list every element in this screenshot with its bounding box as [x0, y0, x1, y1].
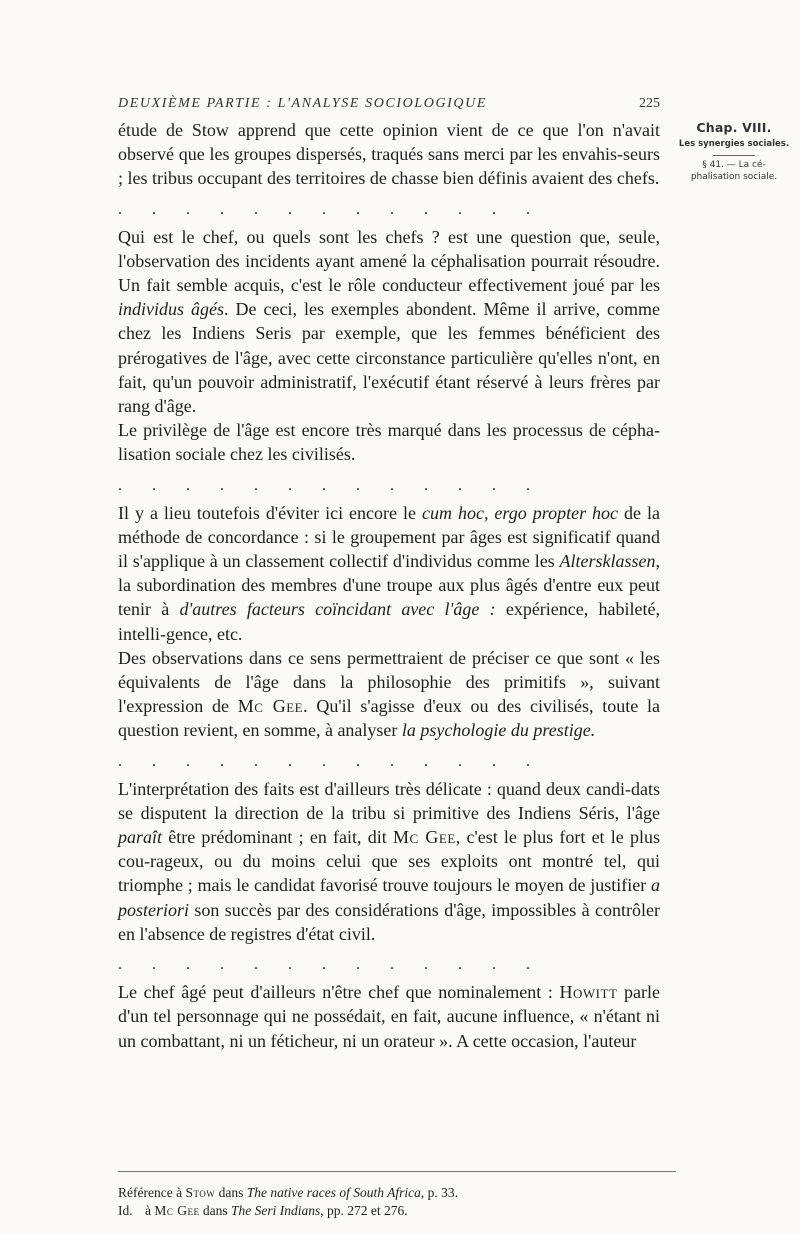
dots-1: . . . . . . . . . . . . .: [118, 200, 543, 218]
ref2-text-a: à: [145, 1203, 155, 1218]
paragraph-7: [118, 980, 660, 1053]
p6-text-b: être prédominant ; en fait, dit: [162, 827, 393, 848]
p4-text-c: , la subordination des membres d'une troupe aux plus âgés d'entre eux peut tenir à: [118, 551, 660, 620]
ellipsis-separator-2: [118, 467, 660, 501]
p7-text-a: Le chef âgé peut d'ailleurs n'être chef que nominalement :: [118, 982, 560, 1003]
ref1-text-c: , p. 33.: [420, 1185, 459, 1200]
p5-text-b: . Qu'il s'agisse d'eux ou des civilisés, toute la question revient, en somme, à analyser: [118, 696, 661, 741]
ref2-id: Id.: [118, 1203, 133, 1218]
ref1-text-b: dans: [215, 1185, 247, 1200]
ellipsis-separator-4: [118, 946, 660, 980]
p6-author: Mc Gee: [392, 827, 456, 848]
ref2-title: The Seri Indians: [231, 1203, 321, 1218]
p1-text: étude de Stow apprend que cette opinion vient de ce que l'on n'avait observé que les groupes dispersés, traqués sans merci par les envahis-seurs ; les tribus occupant des territoires de chasse bien définis avaient des chefs.: [118, 120, 660, 189]
running-header: [118, 96, 660, 112]
references-divider: [118, 1171, 676, 1172]
p6-text-d: son succès par des considérations d'âge, impossibles à contrôler en l'absence de registres d'état civil.: [118, 899, 660, 944]
ellipsis-separator-1: [118, 191, 660, 225]
paragraph-6: [118, 777, 660, 946]
p6-emphasis-2: a posteriori: [118, 875, 660, 920]
p4-text-d: expérience, habileté, intelli-gence, etc.: [118, 599, 660, 644]
ellipsis-separator-3: [118, 743, 660, 777]
margin-chapter-subtitle: Les synergies sociales.: [678, 139, 790, 149]
p2-text-a: Qui est le chef, ou quels sont les chefs ? est une question que, seule, l'observation des incidents ayant amené la céphalisation pourrait résoudre. Un fait semble acquis, c'est le rôle conducteur effectivement joué par les: [118, 226, 660, 296]
p5-emphasis: la psychologie du prestige.: [401, 720, 596, 741]
paragraph-5: [118, 646, 660, 743]
paragraph-4: [118, 501, 660, 646]
p4-emphasis-1: cum hoc, ergo propter hoc: [421, 502, 619, 523]
p4-text-a: Il y a lieu toutefois d'éviter ici encore le: [118, 502, 422, 523]
margin-note: [678, 120, 790, 183]
p4-text-b: de la méthode de concordance : si le groupement par âges est significatif quand il s'applique à un classement collectif d'individus comme les: [118, 502, 660, 572]
p2-text-b: . De ceci, les exemples abondent. Même il arrive, comme chez les Indiens Seris par exemple, que les femmes bénéficient des prérogatives de l'âge, avec cette circonstance particulière qu'elles n'ont, en fait, qu'un pouvoir administratif, l'exécutif étant réservé à leurs frères par rang d'âge.: [118, 299, 660, 417]
paragraph-1: [118, 118, 660, 191]
ref2-author: Mc Gee: [154, 1203, 200, 1218]
p6-text-a: L'interprétation des faits est d'ailleurs très délicate : quand deux candi-dats se disputent la direction de la tribu si primitive des Indiens Séris, l'âge: [118, 778, 660, 823]
running-title: DEUXIÈME PARTIE : L'ANALYSE SOCIOLOGIQUE: [118, 96, 487, 111]
p7-author: Howitt: [559, 982, 618, 1003]
reference-2: [118, 1202, 678, 1220]
p5-text-a: Des observations dans ce sens permettraient de préciser ce que sont « les équivalents de l'âge dans la philosophie des primitifs », suivant l'expression de: [118, 647, 660, 717]
reference-1: [118, 1184, 678, 1202]
page-number: 225: [639, 96, 660, 111]
paragraph-2: [118, 225, 660, 419]
p6-emphasis-1: paraît: [118, 827, 163, 848]
margin-chapter: Chap. VIII.: [696, 120, 772, 135]
p6-text-c: , c'est le plus fort et le plus cou-rageux, ou du moins celui que ses exploits ont montré tel, qui triomphe ; mais le candidat favorisé trouve toujours le moyen de justifier: [118, 827, 660, 896]
dots-4: . . . . . . . . . . . . .: [118, 956, 543, 974]
p4-emphasis-3: d'autres facteurs coïncidant avec l'âge :: [179, 599, 496, 620]
ref1-text-a: Référence à: [118, 1185, 186, 1200]
ref1-title: The native races of South Africa: [246, 1185, 421, 1200]
body-text: [118, 118, 660, 1053]
references: [118, 1184, 678, 1220]
p2-emphasis: individus âgés: [118, 299, 225, 320]
ref1-author: Stow: [185, 1185, 216, 1200]
margin-section: § 41. — La cé-phalisation sociale.: [690, 160, 778, 182]
p7-text-b: parle d'un tel personnage qui ne possédait, en fait, aucune influence, « n'étant ni un combattant, ni un féticheur, ni un orateur ». A cette occasion, l'auteur: [118, 982, 660, 1051]
dots-2: . . . . . . . . . . . . .: [118, 476, 543, 494]
dots-3: . . . . . . . . . . . . .: [118, 752, 543, 770]
ref2-text-c: , pp. 272 et 276.: [320, 1203, 408, 1218]
p5-author: Mc Gee: [237, 696, 304, 717]
paragraph-3: [118, 418, 660, 466]
p4-emphasis-2: Altersklassen: [559, 551, 656, 572]
margin-divider: [713, 155, 755, 156]
p3-text: Le privilège de l'âge est encore très marqué dans les processus de cépha-lisation sociale chez les civilisés.: [118, 420, 660, 465]
ref2-text-b: dans: [199, 1203, 232, 1218]
